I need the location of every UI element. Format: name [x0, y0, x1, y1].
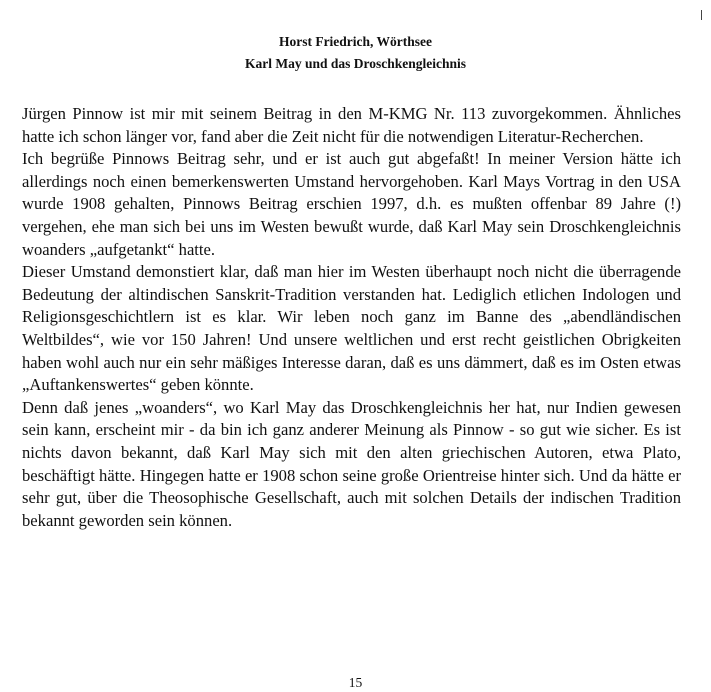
article-body	[22, 103, 681, 532]
article-title: Karl May und das Droschkengleichnis	[244, 56, 467, 71]
author-line: Horst Friedrich, Wörthsee	[278, 34, 433, 49]
paragraph-3: Dieser Umstand demonstiert klar, daß man hier im Westen überhaupt noch nicht die überragende Bedeutung der altindischen Sanskrit-Tradition verstanden hat. Lediglich etlichen Indologen und Religionsgeschichtlern ist es klar. Wir leben noch ganz im Banne des „abendländischen Weltbildes“, wie vor 150 Jahren! Und unsere weltlichen und erst recht geistlichen Obrigkeiten haben wohl auch nur ein sehr mäßiges Interesse daran, daß es uns dämmert, daß es im Osten etwas „Auftankenswertes“ geben könnte.	[22, 262, 681, 395]
paragraph-2: Ich begrüße Pinnows Beitrag sehr, und er ist auch gut abgefaßt! In meiner Version hätte ich allerdings noch einen bemerkenswerten Umstand hervorgehoben. Karl Mays Vortrag in den USA wurde 1908 gehalten, Pinnows Beitrag erschien 1997, d.h. es mußten offenbar 89 Jahre (!) vergehen, ehe man sich bei uns im Westen bewußt wurde, daß Karl May sein Droschkengleichnis woanders „aufgetankt“ hatte.	[22, 149, 681, 259]
scan-mark	[701, 10, 702, 20]
paragraph-1: Jürgen Pinnow ist mir mit seinem Beitrag in den M-KMG Nr. 113 zuvorgekommen. Ähnliches hatte ich schon länger vor, fand aber die Zeit nicht für die notwendigen Literatur-Recherchen.	[22, 104, 681, 146]
paragraph-4: Denn daß jenes „woanders“, wo Karl May das Droschkengleichnis her hat, nur Indien gewesen sein kann, erscheint mir - da bin ich ganz anderer Meinung als Pinnow - so gut wie sicher. Es ist nichts davon bekannt, daß Karl May sich mit den alten griechischen Autoren, etwa Plato, beschäftigt hätte. Hingegen hatte er 1908 schon seine große Orientreise hinter sich. Und da hätte er sehr gut, über die Theosophische Gesellschaft, auch mit solchen Details der indischen Tradition bekannt geworden sein können.	[22, 397, 681, 530]
page-number: 15	[348, 675, 363, 690]
